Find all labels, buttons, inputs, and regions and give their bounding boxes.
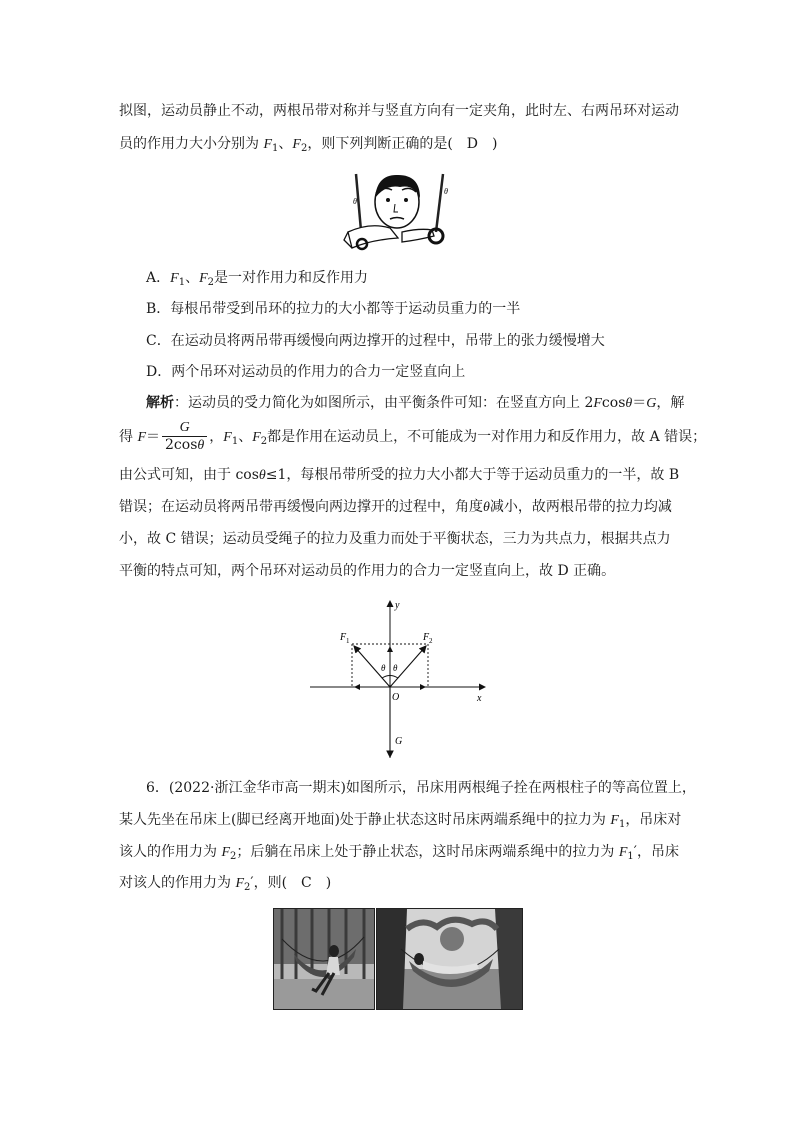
solution-line-5: 小，故 C 错误；运动员受绳子的拉力及重力而处于平衡状态，三力为共点力，根据共点力 [119,531,671,547]
svg-text:θ: θ [353,197,357,206]
solution-line-1: 解析：运动员的受力简化为如图所示，由平衡条件可知：在竖直方向上 2Fcosθ＝G，解 [146,395,685,411]
q5-option-c: C．在运动员将两吊带再缓慢向两边撑开的过程中，吊带上的张力缓慢增大 [146,333,605,349]
q5-option-d: D．两个吊环对运动员的作用力的合力一定竖直向上 [146,364,466,380]
solution-line-3: 由公式可知，由于 cosθ≤1，每根吊带所受的拉力大小都大于等于运动员重力的一半，故 B [119,467,680,483]
svg-text:y: y [395,600,400,611]
q6-line-4: 对该人的作用力为 $F_2'$，则( C ) [119,875,332,893]
q5-option-b: B．每根吊带受到吊环的拉力的大小都等于运动员重力的一半 [146,301,521,317]
q6-line-2: 某人先坐在吊床上(脚已经离开地面)处于静止状态这时吊床两端系绳中的拉力为 $F_1$，吊床对 [119,812,682,830]
solution-label: 解析 [146,395,174,411]
solution-line-4: 错误；在运动员将两吊带再缓慢向两边撑开的过程中，角度θ减小，故两根吊带的拉力均减 [119,499,672,515]
q6-answer: C [301,875,312,891]
hammock-photo-lying [376,908,523,1010]
force-formula-fraction: $\frac{G}{2\cos\theta}$ [162,420,207,454]
gymnast-figure [340,170,455,260]
q5-answer: D [466,136,479,152]
solution-line-6: 平衡的特点可知，两个吊环对运动员的作用力的合力一定竖直向上，故 D 正确。 [119,563,616,579]
svg-text:G: G [395,736,403,747]
svg-text:2: 2 [429,637,433,645]
svg-text:θ: θ [393,663,398,673]
q6-line-3: 该人的作用力为 $F_2$；后躺在吊床上处于静止状态，这时吊床两端系绳中的拉力为 $F_1'$，吊床 [119,844,679,862]
svg-text:1: 1 [346,637,350,645]
svg-text:θ: θ [381,663,386,673]
q5-stem-line-2: 员的作用力大小分别为 $F_1$、$F_2$，则下列判断正确的是( D ) [119,136,498,154]
svg-text:F: F [423,632,430,643]
svg-text:θ: θ [444,187,448,196]
hammock-photo-sitting [273,908,375,1010]
q6-line-1: 6．(2022·浙江金华市高一期末)如图所示，吊床用两根绳子拴在两根柱子的等高位置上， [146,780,696,796]
q5-option-a: A．$F_1$、$F_2$是一对作用力和反作用力 [146,270,368,288]
svg-text:x: x [477,693,482,704]
svg-text:O: O [392,692,400,703]
force-diagram [305,595,495,760]
q5-stem-line-1: 拟图，运动员静止不动，两根吊带对称并与竖直方向有一定夹角，此时左、右两吊环对运动 [119,103,679,119]
svg-text:F: F [340,632,347,643]
solution-line-2: 得 F＝ $\frac{G}{2\cos\theta}$ ，$F_1$、$F_2$都是作用在运动员上，不可能成为一对作用力和反作用力，故 A 错误； [119,420,707,453]
